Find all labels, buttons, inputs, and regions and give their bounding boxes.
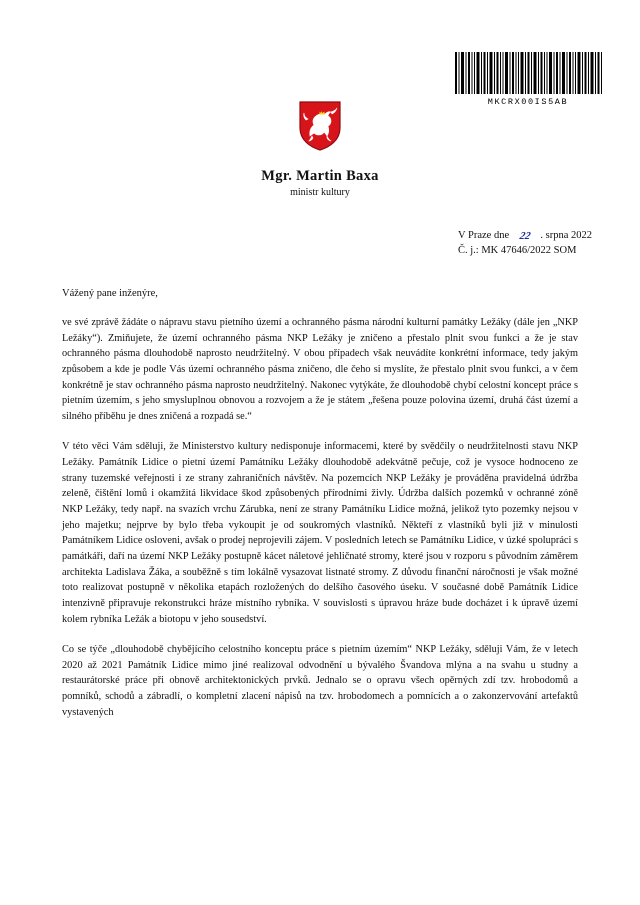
place-date-prefix: V Praze dne: [458, 230, 510, 241]
paragraph: Co se týče „dlouhodobě chybějícího celostního konceptu práce s pietním územím“ NKP Ležáky, sděluji Vám, že v letech 2020 až 2021 Památník Lidice mimo jiné realizoval odvodnění u bývalého Švandova mlýna a na svahu u studny a restaurátorské práce při obnově architektonických prvků. Jednalo se o opravu všech opěrných zdí tzv. hrobodomů a pomníků, schodů a zábradlí, o kompletní zlacení nápisů na tzv. hrobodomech a pomnících a o zakonzervování artefaktů vystavených: [62, 644, 578, 718]
salutation: Vážený pane inženýre,: [62, 288, 158, 299]
barcode-block: [454, 52, 602, 107]
minister-role: ministr kultury: [290, 187, 350, 198]
place-date-block: [458, 228, 592, 258]
paragraph: V této věci Vám sděluji, že Ministerstvo kultury nedisponuje informacemi, které by svědčily o neudržitelnosti stavu NKP Ležáky. Památník Lidice o pietní území Památníku Ležáky dlouhodobě adekvátně pečuje, což je vysoce hodnoceno ze strany tuzemské veřejnosti i ze strany zahraničních návštěv. Na pozemcích NKP Ležáky je prováděna pravidelná údržba zeleně, čištění lomů i okamžitá likvidace škod způsobených přírodními živly. Údržba dalších pozemků v ochranné zóně NKP Ležáky, tedy např. na svazích vrchu Zárubka, není ze strany Památníku Lidice možná, jelikož tyto pozemky nejsou v jeho majetku; nejprve by bylo třeba vykoupit je od soukromých vlastníků. Někteří z vlastníků byli již v minulosti Památníkem Lidice osloveni, avšak o prodej neprojevili zájem. V posledních letech se Památníku Lidice, v úzké spolupráci s památkáři, daří na území NKP Ležáky postupně kácet náletové jehličnaté stromy, které jsou v rozporu s původním záměrem architekta Ladislava Žáka, a souběžně s tím lokálně vysazovat listnaté stromy. Z důvodu finanční náročnosti je však možné toto realizovat postupně v několika etapách rozložených do delšího časového úseku. V současné době Památník Lidice intenzivně připravuje rekonstrukci hráze místního rybníka. V souvislosti s úpravou hráze bude docházet i k úpravě území kolem rybníka Ležák a biotopu v jeho sousedství.: [62, 441, 578, 625]
barcode-label: MKCRX00IS5AB: [487, 97, 569, 107]
reference-number: Č. j.: MK 47646/2022 SOM: [458, 245, 577, 257]
emblem: [0, 100, 640, 157]
handwritten-date: 22: [518, 231, 532, 242]
czech-coat-of-arms-icon: [298, 100, 342, 152]
letter-body: [62, 288, 578, 720]
barcode-icon: [454, 52, 602, 94]
minister-name: Mgr. Martin Baxa: [261, 168, 379, 184]
place-date-suffix: . srpna 2022: [540, 230, 592, 241]
place-date-line: [458, 228, 592, 243]
paragraph: ve své zprávě žádáte o nápravu stavu pietního území a ochranného pásma národní kulturní památky Ležáky (dále jen „NKP Ležáky“). Zmiňujete, že území ochranného pásma NKP Ležáky je zničeno a přestalo plnit svou funkci a že je stav ochranného pásma dlouhodobě naprosto neudržitelný. V obou případech však neuvádíte konkrétní informace, tedy jakým způsobem a kde je podle Vás území ochranného pásma zničeno, dle čeho si myslíte, že přestalo plnit svou funkci, a v čem konkrétně je stav ochranného pásma naprosto neudržitelný. Nakonec vytýkáte, že dlouhodobě chybí celostní koncept práce s pietním územím, s jeho smysluplnou obnovou a rozvojem a že je státem „řešena pouze polovina území, druhá část území a silného příběhu je dnes zničená a rozpadá se.“: [62, 317, 578, 422]
letterhead-name-block: [0, 168, 640, 198]
